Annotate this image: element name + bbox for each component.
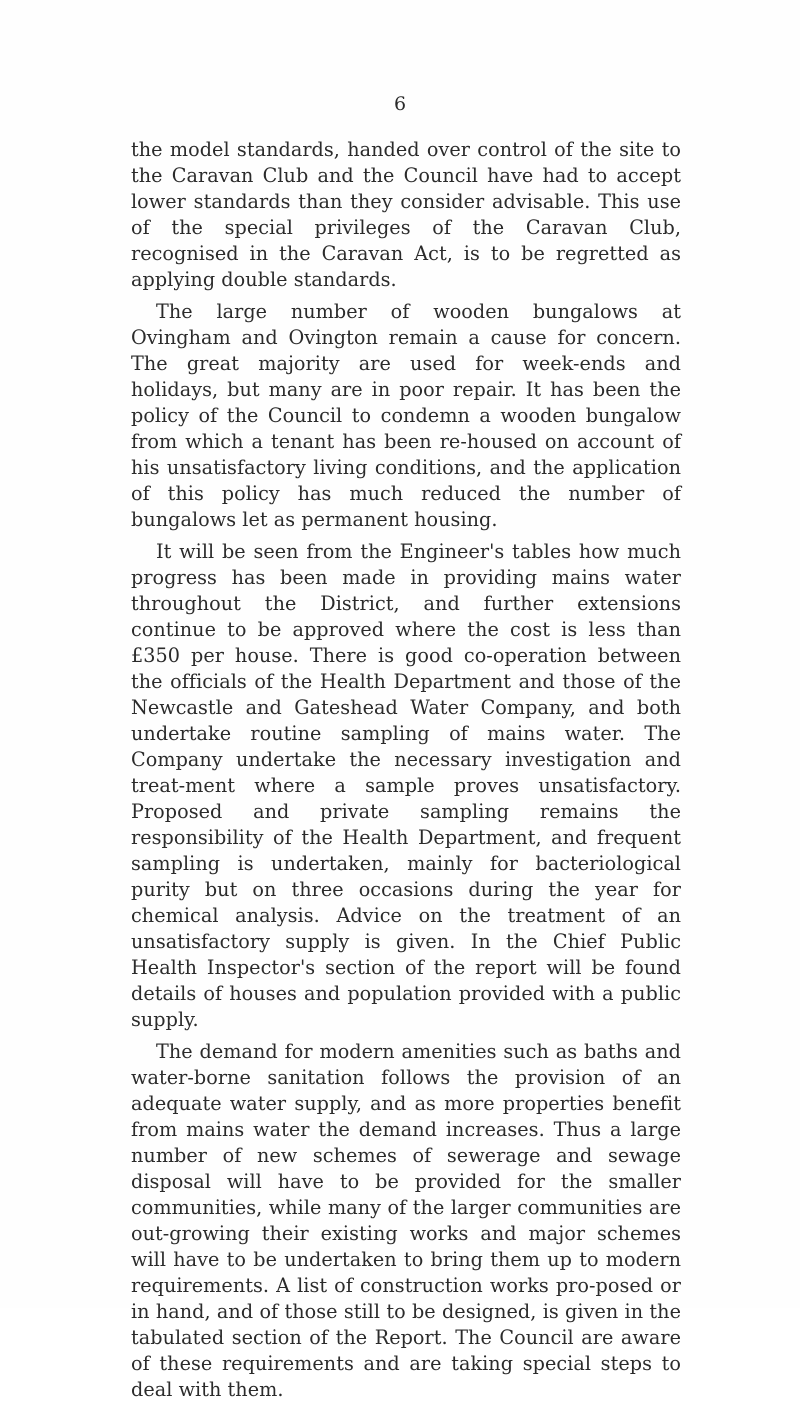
page-number: 6 (393, 93, 407, 115)
paragraph-sewerage-schemes: The demand for modern amenities such as baths and water-borne sanitation follows the provision of an adequate water supply, and as more properties benefit from mains water the demand increases. Thus a large number of new schemes of sewerage and sewage disposal will have to be provided for the smaller communities, while many of the larger communities are out-growing their existing works and major schemes will have to be undertaken to bring them up to modern requirements. A list of construction works pro-posed or in hand, and of those still to be designed, is given in the tabulated section of the Report. The Council are aware of these requirements and are taking special steps to deal with them. (131, 1040, 681, 1401)
body-text (131, 137, 681, 1409)
paragraph-wooden-bungalows: The large number of wooden bungalows at Ovingham and Ovington remain a cause for concern. The great majority are used for week-ends and holidays, but many are in poor repair. It has been the policy of the Council to condemn a wooden bungalow from which a tenant has been re-housed on account of his unsatisfactory living conditions, and the application of this policy has much reduced the number of bungalows let as permanent housing. (131, 300, 681, 531)
paragraph-caravan-club: the model standards, handed over control of the site to the Caravan Club and the Council have had to accept lower standards than they consider advisable. This use of the special privileges of the Caravan Club, recognised in the Caravan Act, is to be regretted as applying double standards. (131, 138, 681, 291)
paragraph-mains-water: It will be seen from the Engineer's tables how much progress has been made in providing mains water throughout the District, and further extensions continue to be approved where the cost is less than £350 per house. There is good co-operation between the officials of the Health Department and those of the Newcastle and Gateshead Water Company, and both undertake routine sampling of mains water. The Company undertake the necessary investigation and treat-ment where a sample proves unsatisfactory. Proposed and private sampling remains the responsibility of the Health Department, and frequent sampling is undertaken, mainly for bacteriological purity but on three occasions during the year for chemical analysis. Advice on the treatment of an unsatisfactory supply is given. In the Chief Public Health Inspector's section of the report will be found details of houses and population provided with a public supply. (131, 540, 681, 1031)
